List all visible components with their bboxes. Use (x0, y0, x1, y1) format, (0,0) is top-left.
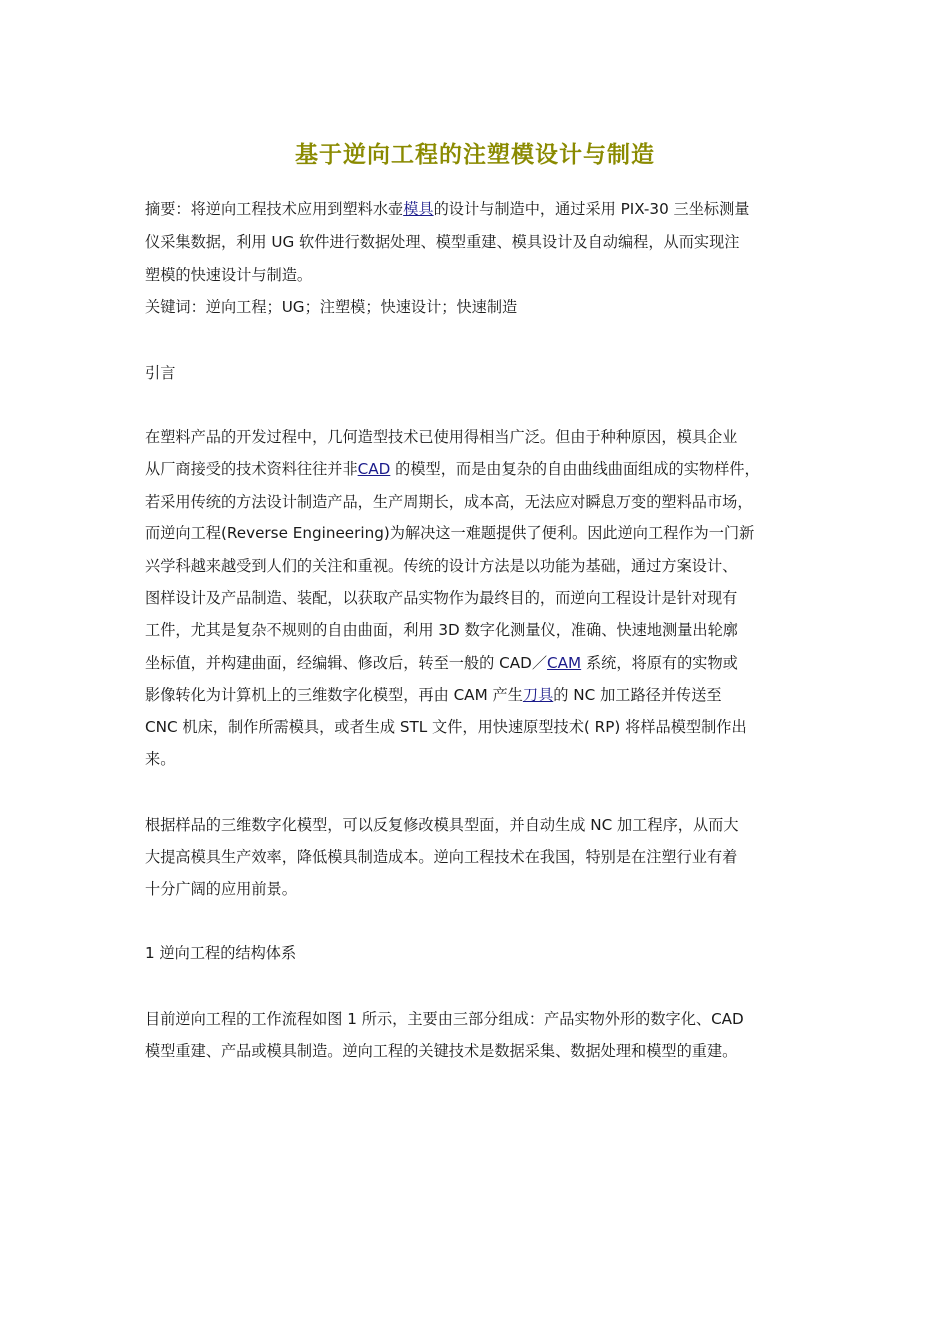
abstract-text: 摘要：将逆向工程技术应用到塑料水壶 (145, 200, 404, 218)
para1-text: 坐标值，并构建曲面，经编辑、修改后，转至一般的 CAD／ (145, 654, 548, 672)
para1-line-6: 图样设计及产品制造、装配，以获取产品实物作为最终目的，而逆向工程设计是针对现有 (145, 589, 738, 607)
cad-link[interactable]: CAD (357, 460, 391, 478)
para1-text: 的 NC 加工路径并传送至 (553, 686, 722, 704)
para2-line-2: 大提高模具生产效率，降低模具制造成本。逆向工程技术在我国，特别是在注塑行业有着 (145, 848, 738, 866)
document-title: 基于逆向工程的注塑模设计与制造 (295, 141, 655, 168)
para1-line-7: 工件，尤其是复杂不规则的自由曲面，利用 3D 数字化测量仪，准确、快速地测量出轮廓 (145, 621, 738, 639)
cam-link[interactable]: CAM (547, 654, 582, 672)
para3-line-1: 目前逆向工程的工作流程如图 1 所示，主要由三部分组成：产品实物外形的数字化、CAD (145, 1010, 744, 1028)
para1-line-8 (145, 652, 738, 674)
para2-line-3: 十分广阔的应用前景。 (145, 880, 297, 898)
abstract-line-3: 塑模的快速设计与制造。 (145, 266, 313, 284)
para1-text: 的模型，而是由复杂的自由曲线曲面组成的实物样件， (390, 460, 760, 478)
para1-text: 从厂商接受的技术资料往往并非 (145, 460, 358, 478)
section1-heading: 1 逆向工程的结构体系 (145, 944, 297, 962)
cutter-link[interactable]: 刀具 (522, 686, 554, 704)
para1-line-1: 在塑料产品的开发过程中，几何造型技术已使用得相当广泛。但由于种种原因，模具企业 (145, 428, 738, 446)
abstract-line-2: 仪采集数据，利用 UG 软件进行数据处理、模型重建、模具设计及自动编程，从而实现注 (145, 233, 740, 251)
para1-line-5: 兴学科越来越受到人们的关注和重视。传统的设计方法是以功能为基础，通过方案设计、 (145, 557, 738, 575)
para2-line-1: 根据样品的三维数字化模型，可以反复修改模具型面，并自动生成 NC 加工程序，从而大 (145, 816, 739, 834)
intro-heading: 引言 (145, 364, 176, 382)
mold-link[interactable]: 模具 (403, 200, 434, 218)
para1-line-4: 而逆向工程(Reverse Engineering)为解决这一难题提供了便利。因此逆向工程作为一门新 (145, 524, 755, 542)
keywords-line: 关键词：逆向工程；UG；注塑模；快速设计；快速制造 (145, 298, 518, 316)
abstract-line-1 (145, 198, 750, 220)
para3-line-2: 模型重建、产品或模具制造。逆向工程的关键技术是数据采集、数据处理和模型的重建。 (145, 1042, 738, 1060)
para1-line-11: 来。 (145, 750, 176, 768)
para1-line-10: CNC 机床，制作所需模具，或者生成 STL 文件，用快速原型技术( RP) 将样品模型制作出 (145, 718, 747, 736)
para1-line-2 (145, 458, 760, 480)
abstract-text: 的设计与制造中，通过采用 PIX-30 三坐标测量 (433, 200, 750, 218)
para1-line-9 (145, 684, 722, 706)
para1-text: 影像转化为计算机上的三维数字化模型，再由 CAM 产生 (145, 686, 523, 704)
para1-line-3: 若采用传统的方法设计制造产品，生产周期长，成本高，无法应对瞬息万变的塑料品市场， (145, 493, 753, 511)
para1-text: 系统，将原有的实物或 (581, 654, 738, 672)
